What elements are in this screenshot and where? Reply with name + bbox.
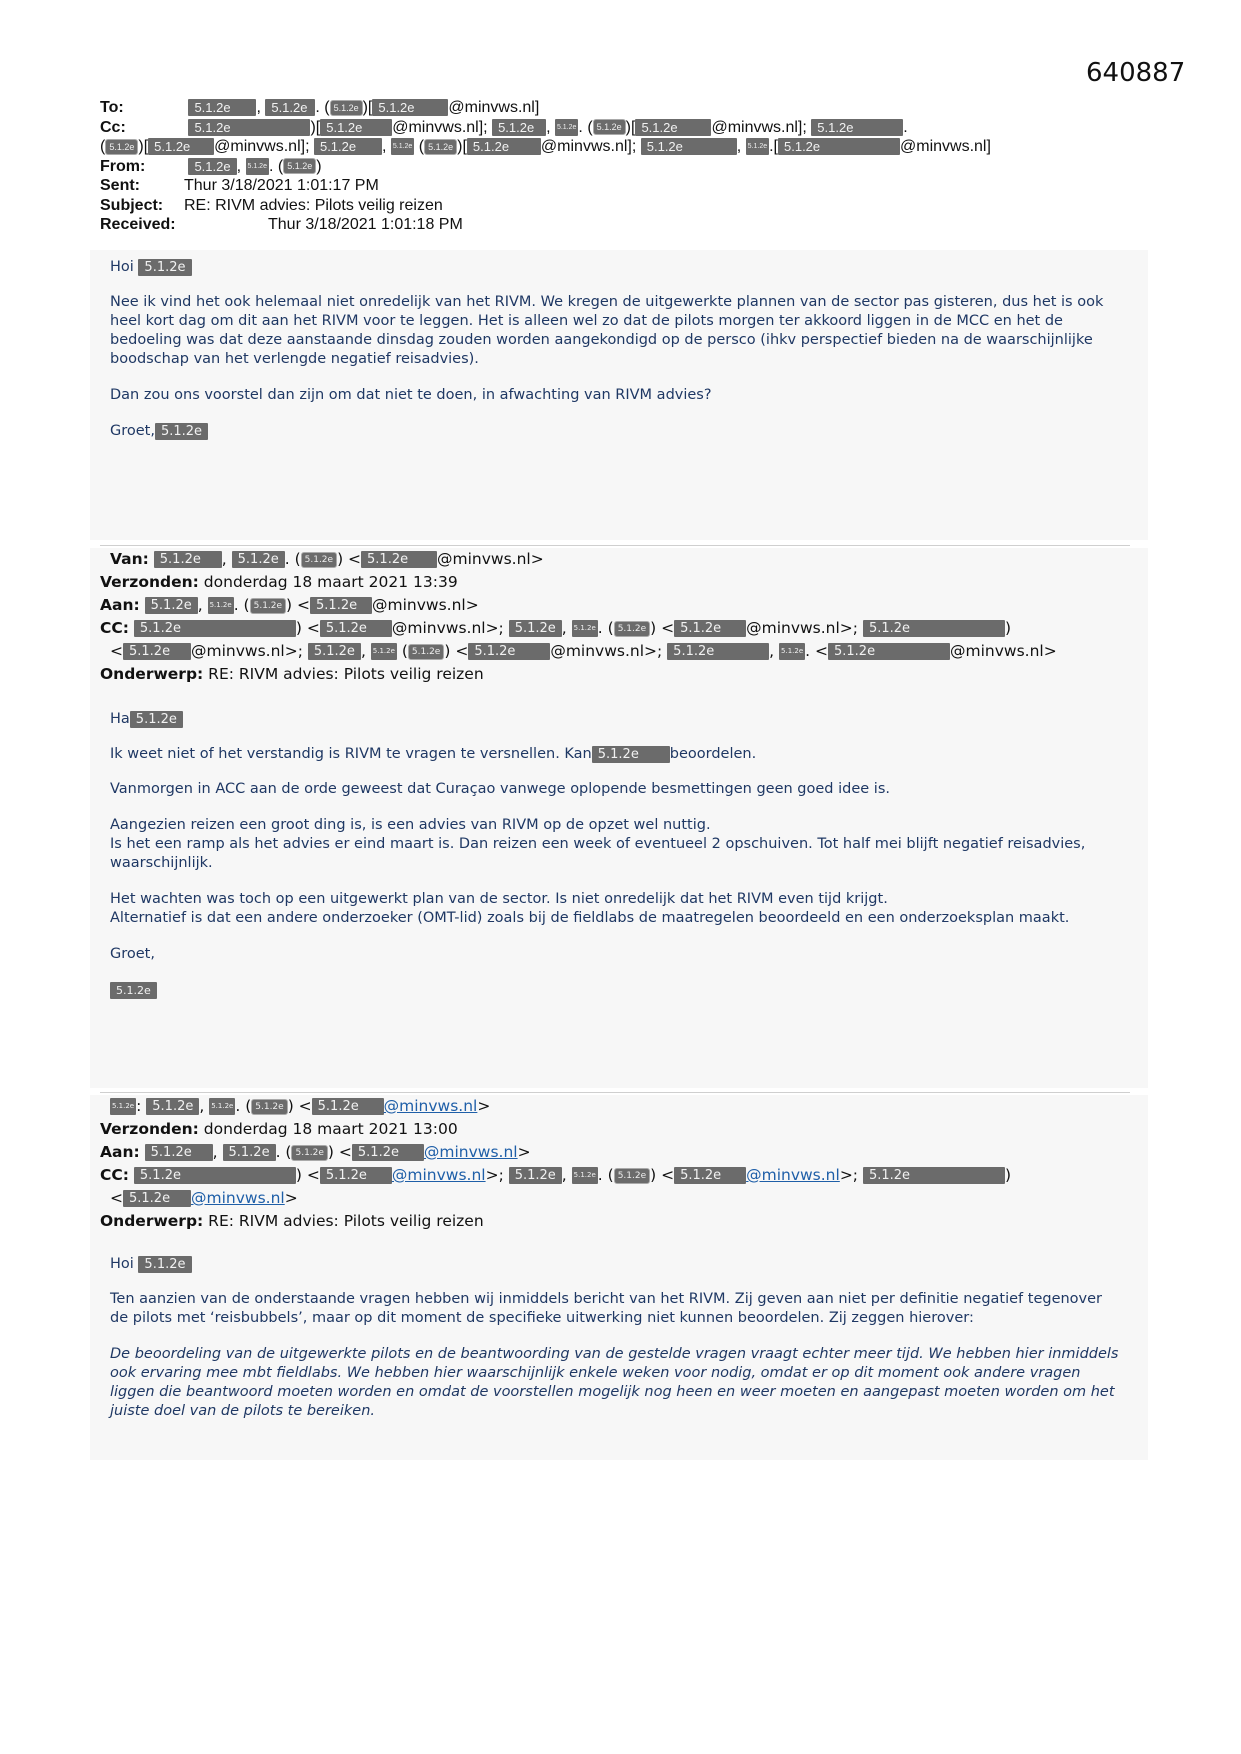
redaction: 5.1.2e bbox=[572, 1167, 598, 1184]
paragraph: Is het een ramp als het advies er eind maart is. Dan reizen een week of eventueel 2 opschuiven. Tot half mei blijft negatief reisadvies, waarschijnlijk. bbox=[110, 836, 1086, 871]
redaction: 5.1.2e bbox=[614, 621, 650, 637]
verzonden-row: Verzonden: donderdag 18 maart 2021 13:39 bbox=[100, 573, 458, 591]
redaction: 5.1.2e bbox=[155, 423, 208, 440]
redaction: 5.1.2e bbox=[134, 620, 296, 637]
redaction: 5.1.2e bbox=[361, 551, 437, 568]
redaction: 5.1.2e bbox=[828, 643, 950, 660]
redaction: 5.1.2e bbox=[641, 138, 737, 155]
cc-domain: @minvws.nl]; bbox=[540, 138, 637, 155]
redaction: 5.1.2e bbox=[123, 1190, 191, 1207]
paragraph: Aangezien reizen een groot ding is, is een advies van RIVM op de opzet wel nuttig. bbox=[110, 817, 711, 833]
redaction: 5.1.2e bbox=[371, 643, 397, 660]
closing: Groet, bbox=[110, 946, 155, 962]
subject-row bbox=[100, 196, 1160, 216]
cc-row-2: ( 5.1.2e )[ 5.1.2e @minvws.nl]; 5.1.2e , 5.1.2e ( 5.1.2e )[ 5.1.2e @minvws.nl]; 5.1.2e , 5.1.2e .[ 5.1.2e @minvws.nl] bbox=[100, 138, 991, 155]
paragraph: Vanmorgen in ACC aan de orde geweest dat Curaçao vanwege oplopende besmettingen geen goed idee is. bbox=[110, 781, 890, 797]
redaction: 5.1.2e bbox=[635, 119, 711, 136]
sent-label: Sent: bbox=[100, 177, 140, 194]
paragraph: Nee ik vind het ook helemaal niet onredelijk van het RIVM. We kregen de uitgewerkte plannen van de sector pas gisteren, dus het is ook heel kort dag om dit aan het RIVM voor te leggen. Het is alleen wel zo dat de pilots morgen ter akkoord liggen in de MCC en het de bedoeling was dat deze aanstaande dinsdag zouden worden aangekondigd op de persco (ihkv perspectief bieden na de waarschijnlijke boodschap van het verlengde negatief reisadvies). bbox=[110, 294, 1104, 367]
paragraph: Het wachten was toch op een uitgewerkt plan van de sector. Is niet onredelijk dat het RIVM even tijd krijgt. bbox=[110, 891, 888, 907]
redaction: 5.1.2e bbox=[265, 99, 315, 116]
paragraph: Ik weet niet of het verstandig is RIVM te vragen te versnellen. Kan 5.1.2e beoordelen. bbox=[110, 746, 757, 762]
van-row: Van: 5.1.2e , 5.1.2e . ( 5.1.2e ) < 5.1.2e @minvws.nl> bbox=[110, 550, 544, 568]
redaction: 5.1.2e bbox=[188, 99, 256, 116]
message-3 bbox=[90, 1095, 1148, 1460]
subject-value: RE: RIVM advies: Pilots veilig reizen bbox=[184, 196, 443, 214]
redaction: 5.1.2e bbox=[863, 620, 1005, 637]
verzonden-row: Verzonden: donderdag 18 maart 2021 13:00 bbox=[100, 1120, 458, 1138]
cc-domain: @minvws.nl]; bbox=[214, 138, 310, 155]
paragraph: Ten aanzien van de onderstaande vragen hebben wij inmiddels bericht van het RIVM. Zij geven aan niet per definitie negatief tegenover de pilots met ‘reisbubbels’, maar op dit moment de specifieke uitwerking niet kunnen beoordelen. Zij zeggen hierover: bbox=[110, 1291, 1103, 1326]
redaction: 5.1.2e bbox=[863, 1167, 1005, 1184]
redaction: 5.1.2e bbox=[492, 119, 546, 136]
redaction: 5.1.2e bbox=[188, 158, 236, 175]
redaction: 5.1.2e bbox=[592, 746, 670, 763]
email-header bbox=[100, 98, 1160, 235]
cc-row: Cc: 5.1.2e )[ 5.1.2e @minvws.nl]; 5.1.2e , 5.1.2e . ( 5.1.2e )[ 5.1.2e @minvws.nl]; 5.1.2e . bbox=[100, 118, 908, 136]
redaction: 5.1.2e bbox=[208, 597, 234, 614]
redaction: 5.1.2e bbox=[134, 1167, 296, 1184]
redaction: 5.1.2e bbox=[352, 1144, 424, 1161]
cc-row: CC: 5.1.2e ) < 5.1.2e @minvws.nl>; 5.1.2e , 5.1.2e . ( 5.1.2e ) < 5.1.2e @minvws.nl>; 5.1.2e ) bbox=[100, 1166, 1012, 1184]
redaction: 5.1.2e bbox=[779, 643, 805, 660]
to-domain: @minvws.nl] bbox=[448, 99, 540, 116]
redaction: 5.1.2e bbox=[148, 138, 214, 155]
redaction: 5.1.2e bbox=[468, 643, 550, 660]
redaction: 5.1.2e bbox=[674, 1167, 746, 1184]
redaction: 5.1.2e bbox=[555, 119, 578, 136]
redaction: 5.1.2e bbox=[391, 138, 414, 155]
separator bbox=[100, 545, 1130, 546]
signature bbox=[110, 981, 1120, 1000]
redaction: 5.1.2e bbox=[110, 1098, 136, 1115]
redaction: 5.1.2e bbox=[314, 138, 382, 155]
from-row: From: 5.1.2e , 5.1.2e . ( 5.1.2e ) bbox=[100, 157, 322, 175]
greeting: Hoi 5.1.2e bbox=[110, 1255, 1120, 1274]
subject-label: Subject: bbox=[100, 196, 164, 214]
aan-row: Aan: 5.1.2e , 5.1.2e . ( 5.1.2e ) < 5.1.2e @minvws.nl> bbox=[100, 596, 479, 614]
message-1 bbox=[90, 250, 1148, 540]
cc-row-2: < 5.1.2e @minvws.nl> bbox=[110, 1189, 298, 1207]
redaction: 5.1.2e bbox=[138, 259, 191, 276]
received-row bbox=[100, 215, 1160, 235]
redaction: 5.1.2e bbox=[301, 552, 337, 568]
redaction: 5.1.2e bbox=[145, 1144, 213, 1161]
email-link[interactable]: @minvws.nl bbox=[383, 1097, 478, 1115]
received-label: Received: bbox=[100, 216, 176, 233]
redaction: 5.1.2e bbox=[283, 158, 316, 174]
redaction: 5.1.2e bbox=[310, 597, 372, 614]
redaction: 5.1.2e bbox=[123, 643, 191, 660]
document-id: 640887 bbox=[1086, 58, 1186, 88]
paragraph: Alternatief is dat een andere onderzoeker (OMT-lid) zoals bij de fieldlabs de maatregelen beoordeeld en een onderzoeksplan maakt. bbox=[110, 910, 1070, 926]
redaction: 5.1.2e bbox=[105, 139, 138, 155]
redaction: 5.1.2e bbox=[372, 99, 448, 116]
cc-domain: @minvws.nl]; bbox=[711, 118, 807, 136]
redaction: 5.1.2e bbox=[509, 620, 562, 637]
redaction: 5.1.2e bbox=[250, 598, 286, 614]
redaction: 5.1.2e bbox=[291, 1145, 327, 1161]
message-2 bbox=[90, 548, 1148, 1088]
aan-row: Aan: 5.1.2e , 5.1.2e . ( 5.1.2e ) < 5.1.2e @minvws.nl> bbox=[100, 1143, 531, 1161]
redaction: 5.1.2e bbox=[330, 100, 363, 116]
redaction: 5.1.2e bbox=[320, 1167, 392, 1184]
quote: De beoordeling van de uitgewerkte pilots en de beantwoording van de gestelde vragen vraagt echter meer tijd. We hebben hier inmiddels ook ervaring mee mbt fieldlabs. We hebben hier waarschijnlijk enkele weken voor nodig, omdat er op dit moment ook andere vragen liggen die beantwoord moeten worden en omdat de voorstellen mogelijk nog heen en weer moeten en aangepast moeten worden om het juiste doel van de pilots te bereiken. bbox=[110, 1346, 1119, 1419]
redaction: 5.1.2e bbox=[320, 620, 392, 637]
cc-row: CC: 5.1.2e ) < 5.1.2e @minvws.nl>; 5.1.2e , 5.1.2e . ( 5.1.2e ) < 5.1.2e @minvws.nl>; 5.1.2e ) bbox=[100, 619, 1012, 637]
redaction: 5.1.2e bbox=[509, 1167, 562, 1184]
from-label: From: bbox=[100, 157, 146, 175]
redaction: 5.1.2e bbox=[154, 551, 222, 568]
greeting: Hoi 5.1.2e bbox=[110, 258, 1120, 277]
redaction: 5.1.2e bbox=[188, 119, 310, 136]
redaction: 5.1.2e bbox=[209, 1098, 235, 1115]
redaction: 5.1.2e bbox=[223, 1144, 276, 1161]
redaction: 5.1.2e bbox=[251, 1099, 287, 1115]
onderwerp-row: Onderwerp: RE: RIVM advies: Pilots veilig reizen bbox=[100, 665, 484, 683]
redaction: 5.1.2e bbox=[667, 643, 769, 660]
redaction: 5.1.2e bbox=[467, 138, 541, 155]
redaction: 5.1.2e bbox=[778, 138, 900, 155]
redaction: 5.1.2e bbox=[146, 1098, 199, 1115]
redaction: 5.1.2e bbox=[110, 982, 157, 999]
redaction: 5.1.2e bbox=[746, 138, 769, 155]
separator bbox=[100, 1092, 1130, 1093]
redaction: 5.1.2e bbox=[145, 597, 198, 614]
van-row: 5.1.2e : 5.1.2e , 5.1.2e . ( 5.1.2e ) < 5.1.2e @minvws.nl> bbox=[112, 1097, 491, 1115]
redaction: 5.1.2e bbox=[811, 119, 903, 136]
redaction: 5.1.2e bbox=[593, 119, 626, 135]
email-link[interactable]: @minvws.nl bbox=[746, 1166, 840, 1184]
sent-value: Thur 3/18/2021 1:01:17 PM bbox=[184, 177, 379, 194]
cc-label: Cc: bbox=[100, 118, 126, 136]
redaction: 5.1.2e bbox=[674, 620, 746, 637]
to-label: To: bbox=[100, 99, 124, 116]
paragraph: Dan zou ons voorstel dan zijn om dat niet te doen, in afwachting van RIVM advies? bbox=[110, 387, 712, 403]
cc-row-2: < 5.1.2e @minvws.nl>; 5.1.2e , 5.1.2e ( 5.1.2e ) < 5.1.2e @minvws.nl>; 5.1.2e , 5.1.2e . < 5.1.2e @minvws.nl> bbox=[110, 642, 1057, 660]
cc-domain: @minvws.nl]; bbox=[392, 118, 488, 136]
onderwerp-row: Onderwerp: RE: RIVM advies: Pilots veilig reizen bbox=[100, 1212, 484, 1230]
redaction: 5.1.2e bbox=[138, 1256, 191, 1273]
redaction: 5.1.2e bbox=[246, 158, 269, 175]
to-row: To: 5.1.2e , 5.1.2e . ( 5.1.2e )[ 5.1.2e @minvws.nl] bbox=[100, 99, 540, 116]
email-link[interactable]: @minvws.nl bbox=[423, 1143, 518, 1161]
redaction: 5.1.2e bbox=[130, 711, 183, 728]
redaction: 5.1.2e bbox=[572, 620, 598, 637]
greeting: Ha 5.1.2e bbox=[110, 710, 1120, 729]
redaction: 5.1.2e bbox=[320, 119, 392, 136]
redaction: 5.1.2e bbox=[308, 643, 361, 660]
closing: Groet, 5.1.2e bbox=[110, 422, 1120, 441]
redaction: 5.1.2e bbox=[232, 551, 285, 568]
email-link[interactable]: @minvws.nl bbox=[191, 1189, 285, 1207]
sent-row bbox=[100, 176, 1160, 196]
email-link[interactable]: @minvws.nl bbox=[391, 1166, 486, 1184]
redaction: 5.1.2e bbox=[424, 139, 457, 155]
redaction: 5.1.2e bbox=[312, 1098, 384, 1115]
redaction: 5.1.2e bbox=[614, 1168, 650, 1184]
cc-domain: @minvws.nl] bbox=[900, 138, 991, 155]
redaction: 5.1.2e bbox=[408, 644, 444, 660]
received-value: Thur 3/18/2021 1:01:18 PM bbox=[268, 216, 463, 233]
